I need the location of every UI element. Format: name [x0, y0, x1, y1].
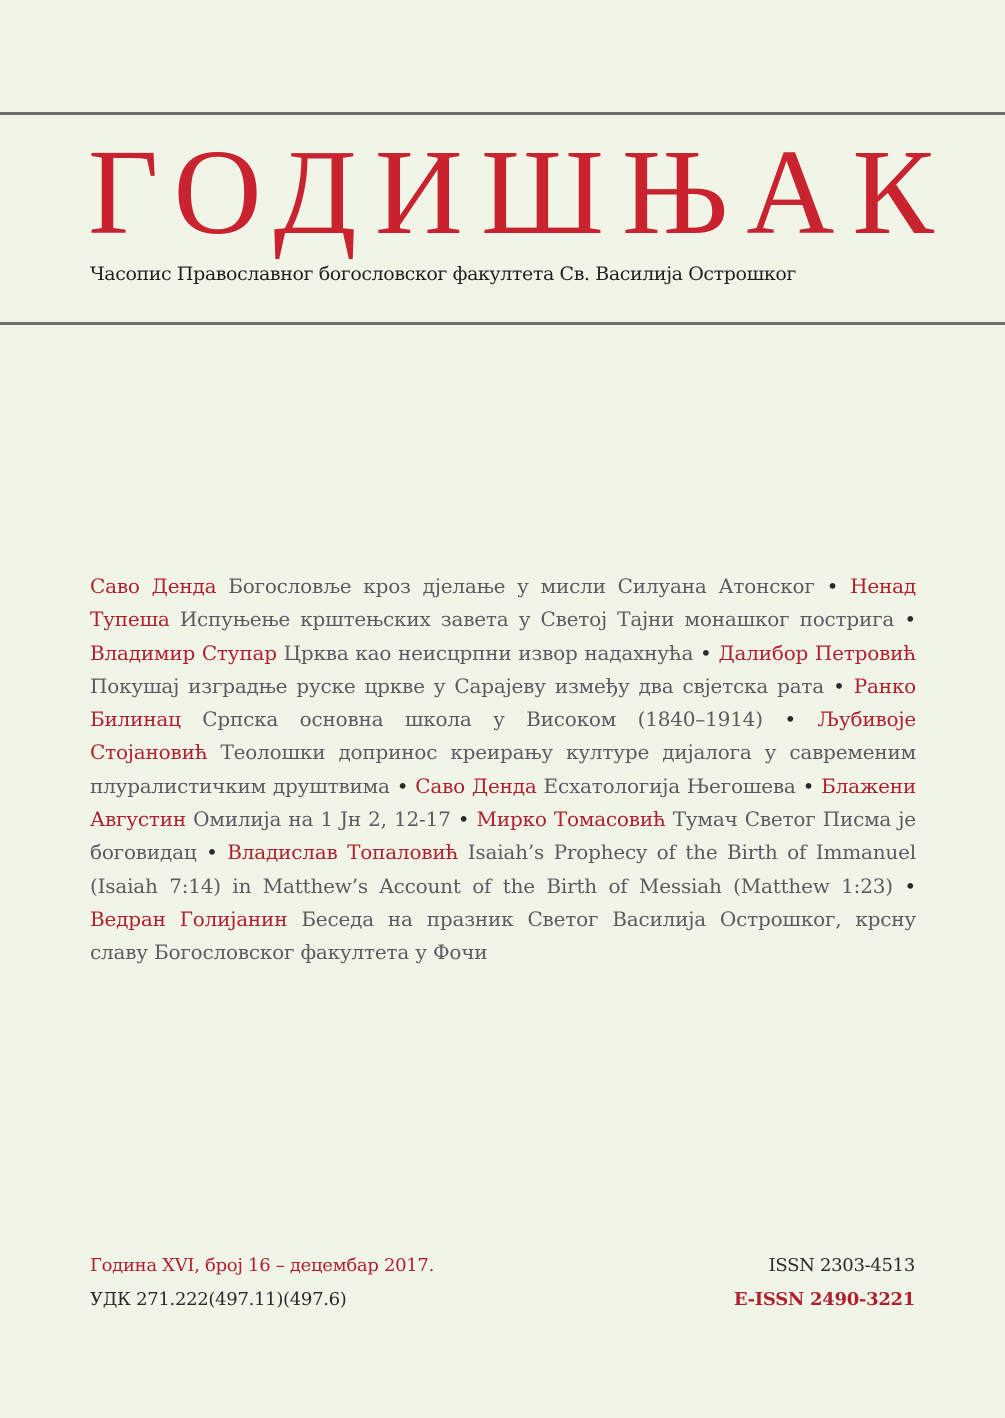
article-title: Isaiah’s Prophecy of the Birth of Immanuel (Isaiah 7:14) in Matthew’s Account of the Birth of Messiah (Matthew 1:23) [90, 840, 916, 898]
article-author: Саво Денда [415, 773, 537, 798]
bullet-separator: • [826, 574, 839, 598]
article-author: Владимир Ступар [90, 640, 277, 665]
journal-title: ГОДИШЊАК [88, 125, 952, 260]
udc-code: УДК 271.222(497.11)(497.6) [90, 1289, 347, 1310]
article-title: Омилија на 1 Јн 2, 12-17 [193, 807, 451, 832]
issn-number: ISSN 2303-4513 [768, 1255, 915, 1276]
article-title: Есхатологија Његошева [543, 773, 796, 798]
article-author: Владислав Топаловић [227, 840, 459, 865]
article-author: Блажени Августин [90, 773, 916, 832]
article-author: Ведран Голијанин [90, 906, 288, 931]
article-title: Теолошки допринос креирању културе дијалога у савременим плуралистичким друштвима [90, 740, 916, 798]
bottom-rule [0, 322, 1005, 325]
article-author: Љубивоје Стојановић [90, 707, 916, 765]
issue-info: Година XVI, број 16 – децембар 2017. [90, 1255, 435, 1276]
table-of-contents [90, 570, 916, 970]
bullet-separator: • [802, 773, 815, 798]
bullet-separator: • [396, 773, 409, 798]
article-title: Беседа на празник Светог Василија Острошког, крсну славу Богословског факултета у Фочи [90, 906, 916, 965]
bullet-separator: • [904, 873, 916, 898]
journal-subtitle: Часопис Православног богословског факултета Св. Василија Острошког [90, 263, 796, 285]
article-title: Покушај изградње руске цркве у Сарајеву између два свјетска рата [90, 673, 825, 698]
article-author: Ненад Тупеша [90, 574, 916, 632]
bullet-separator: • [833, 673, 845, 698]
article-title: Црква као неисцрпни извор надахнућа [283, 640, 694, 665]
bullet-separator: • [206, 840, 218, 865]
article-author: Саво Денда [90, 574, 217, 598]
bullet-separator: • [457, 807, 470, 832]
article-title: Тумач Светог Писма је боговидац [90, 807, 916, 865]
top-rule [0, 112, 1005, 115]
bullet-separator: • [700, 640, 712, 665]
article-author: Мирко Томасовић [476, 807, 666, 832]
article-author: Ранко Билинац [90, 673, 916, 732]
article-author: Далибор Петровић [718, 640, 916, 665]
article-title: Богословље кроз дјелање у мисли Силуана Атонског [228, 574, 815, 598]
bullet-separator: • [784, 707, 796, 732]
eissn-number: E-ISSN 2490-3221 [733, 1289, 915, 1310]
bullet-separator: • [904, 607, 916, 632]
article-title: Испуњење крштењских завета у Светој Тајни монашког пострига [179, 607, 895, 632]
article-title: Српска основна школа у Високом (1840–1914) [202, 707, 763, 732]
